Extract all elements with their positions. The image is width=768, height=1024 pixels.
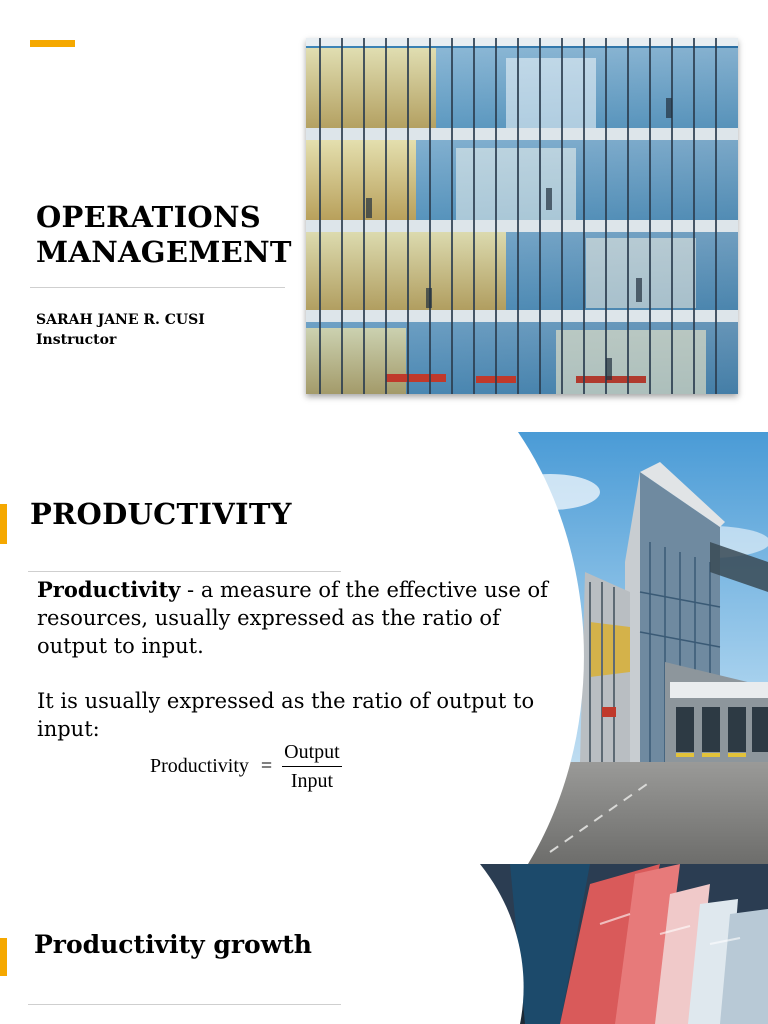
colorful-shirts-photo: [360, 864, 768, 1024]
office-building-photo: [306, 38, 738, 394]
title-line-1: OPERATIONS: [36, 200, 262, 234]
formula-lhs: Productivity: [150, 755, 249, 777]
formula-denominator: Input: [290, 770, 334, 792]
author-name: SARAH JANE R. CUSI: [36, 312, 205, 328]
slide-operations-management: [0, 0, 768, 432]
slide-title: PRODUCTIVITY: [30, 497, 292, 531]
accent-bar: [0, 938, 7, 976]
formula-numerator: Output: [282, 740, 342, 767]
slide-productivity-growth: [0, 864, 768, 1024]
slide-title: Productivity growth: [34, 930, 312, 959]
slide-productivity: [0, 432, 768, 864]
definition-text: - a measure of the effective use of resources, usually expressed as the ratio of output to input.: [37, 578, 548, 658]
formula-equals: =: [260, 755, 273, 777]
formula-fraction: [282, 740, 342, 793]
accent-bar: [0, 504, 7, 544]
slide-title: [36, 200, 292, 270]
ratio-paragraph: It is usually expressed as the ratio of output to input:: [37, 689, 535, 741]
title-divider: [28, 571, 341, 572]
productivity-formula: [150, 740, 342, 793]
title-divider: [28, 1004, 341, 1005]
definition-paragraph: [37, 576, 557, 660]
title-divider: [30, 287, 285, 288]
accent-bar: [30, 40, 75, 47]
author-role: Instructor: [36, 332, 117, 348]
title-line-2: MANAGEMENT: [36, 235, 292, 269]
definition-term: Productivity: [37, 577, 181, 602]
slide-body: [37, 576, 557, 743]
